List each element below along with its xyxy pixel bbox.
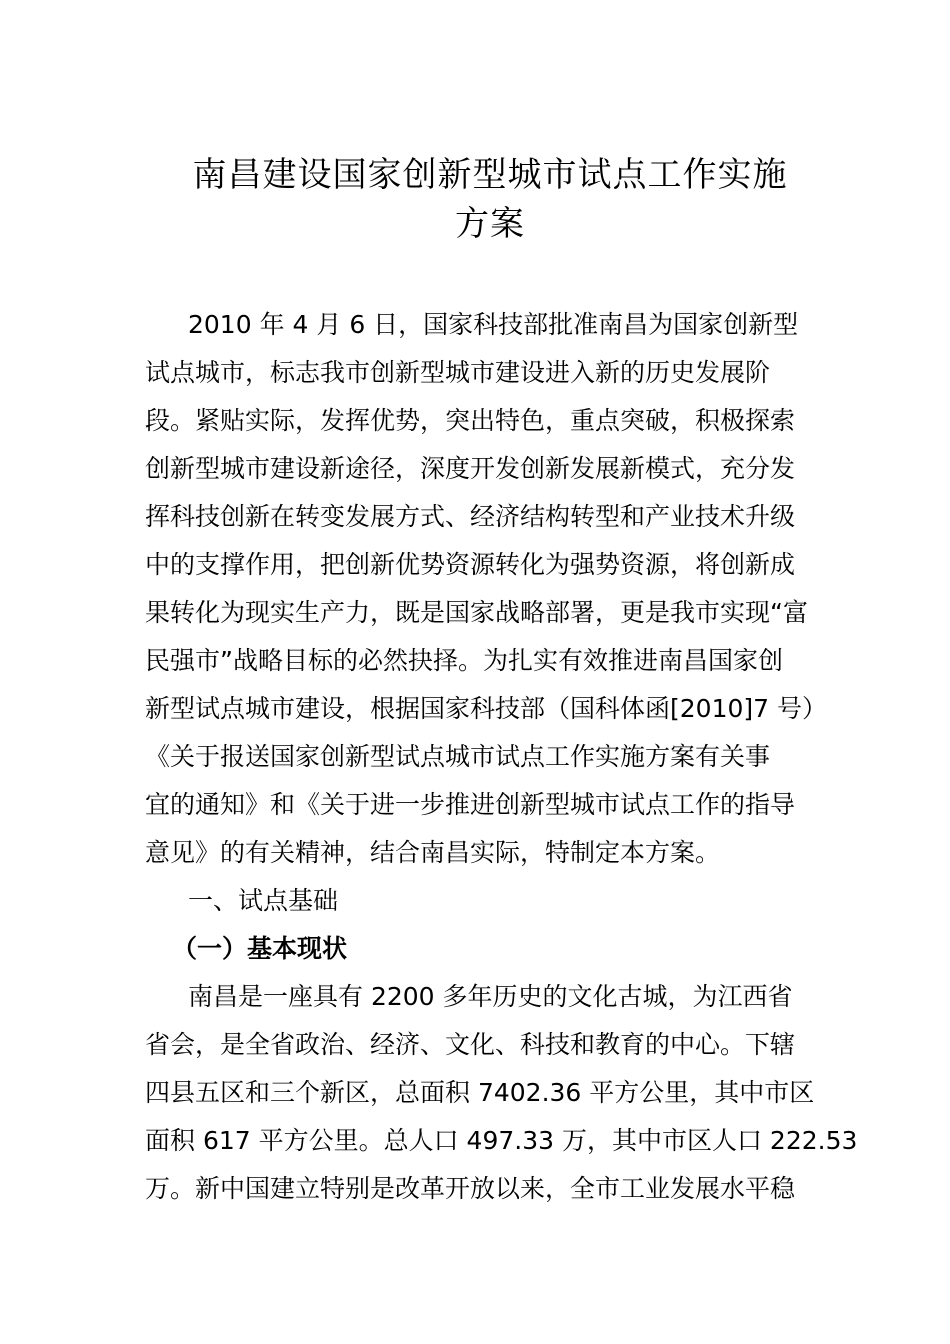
body-line: 面积 617 平方公里。总人口 497.33 万，其中市区人口 222.53 — [145, 1126, 858, 1155]
body-line: 新型试点城市建设，根据国家科技部（国科体函[2010]7 号） — [145, 694, 827, 723]
subsection-heading: （一）基本现状 — [172, 934, 348, 963]
body-line: 果转化为现实生产力，既是国家战略部署，更是我市实现“富 — [145, 598, 808, 627]
body-line: 万。新中国建立特别是改革开放以来，全市工业发展水平稳 — [145, 1174, 796, 1203]
document-title-line-2: 方案 — [455, 204, 525, 244]
body-line: 宜的通知》和《关于进一步推进创新型城市试点工作的指导 — [145, 790, 796, 819]
body-line: 民强市”战略目标的必然抉择。为扎实有效推进南昌国家创 — [145, 646, 783, 675]
body-line: 南昌是一座具有 2200 多年历史的文化古城，为江西省 — [188, 982, 793, 1011]
body-line: 段。紧贴实际，发挥优势，突出特色，重点突破，积极探索 — [145, 406, 796, 435]
body-line: 中的支撑作用，把创新优势资源转化为强势资源，将创新成 — [145, 550, 796, 579]
body-line: 《关于报送国家创新型试点城市试点工作实施方案有关事 — [145, 742, 771, 771]
body-line: 省会，是全省政治、经济、文化、科技和教育的中心。下辖 — [145, 1030, 796, 1059]
body-line: 四县五区和三个新区，总面积 7402.36 平方公里，其中市区 — [145, 1078, 815, 1107]
document-title-line-1: 南昌建设国家创新型城市试点工作实施 — [192, 155, 788, 195]
section-heading: 一、试点基础 — [188, 886, 339, 915]
body-line: 创新型城市建设新途径，深度开发创新发展新模式，充分发 — [145, 454, 796, 483]
body-line: 挥科技创新在转变发展方式、经济结构转型和产业技术升级 — [145, 502, 796, 531]
body-line: 试点城市，标志我市创新型城市建设进入新的历史发展阶 — [145, 358, 771, 387]
body-line: 意见》的有关精神，结合南昌实际，特制定本方案。 — [145, 838, 721, 867]
body-line: 2010 年 4 月 6 日，国家科技部批准南昌为国家创新型 — [188, 310, 799, 339]
